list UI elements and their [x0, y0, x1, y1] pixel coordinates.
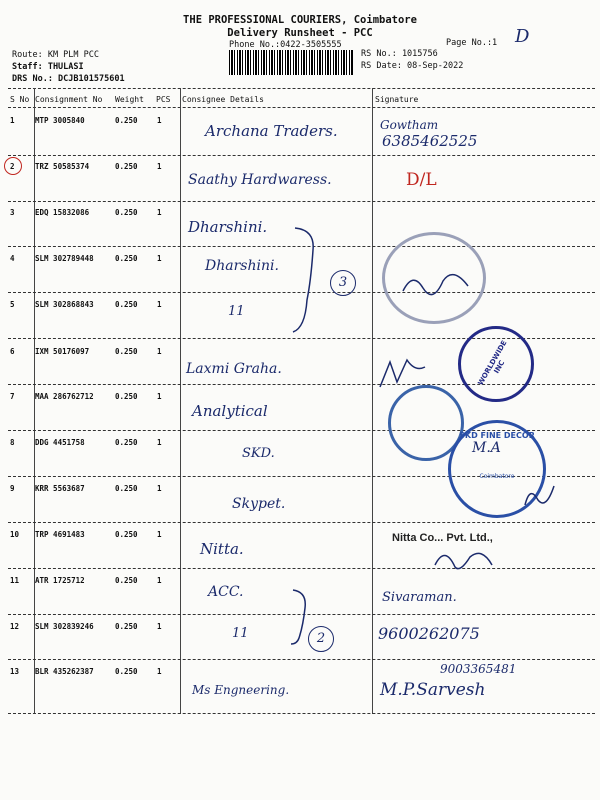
route: Route: KM PLM PCC	[12, 50, 99, 60]
pcs: 1	[157, 116, 162, 125]
divider	[8, 659, 595, 660]
consignment-no: ATR 1725712	[35, 576, 85, 585]
column-line	[372, 88, 373, 714]
divider	[8, 568, 595, 569]
page-number: Page No.:1	[446, 38, 498, 48]
pcs: 1	[157, 438, 162, 447]
divider	[8, 88, 595, 89]
sno: 6	[10, 347, 15, 356]
weight: 0.250	[115, 667, 138, 676]
weight: 0.250	[115, 116, 138, 125]
handwritten-consignee: Analytical	[192, 402, 268, 420]
column-weight: Weight	[115, 95, 144, 104]
stamp-text: SKD FINE DECOR	[459, 431, 535, 440]
consignment-no: SLM 302789448	[35, 254, 94, 263]
signature-scribble: M.A	[472, 440, 501, 456]
sno: 13	[10, 667, 20, 676]
divider	[8, 713, 595, 714]
column-sno: S No	[10, 95, 30, 104]
staff: Staff: THULASI	[12, 62, 84, 72]
divider	[8, 201, 595, 202]
signature-name: Gowtham	[380, 118, 439, 132]
weight: 0.250	[115, 576, 138, 585]
pcs: 1	[157, 162, 162, 171]
column-pcs: PCS	[156, 95, 171, 104]
handwritten-consignee: ACC.	[208, 584, 244, 600]
weight: 0.250	[115, 162, 138, 171]
consignment-no: KRR 5563687	[35, 484, 85, 493]
rs-number: RS No.: 1015756	[361, 49, 438, 59]
column-consignee: Consignee Details	[182, 95, 264, 104]
column-consignment: Consignment No	[35, 95, 103, 104]
weight: 0.250	[115, 530, 138, 539]
handwritten-consignee: Nitta.	[200, 540, 244, 558]
consignment-no: EDQ 15832086	[35, 208, 90, 217]
consignment-no: BLR 435262387	[35, 667, 94, 676]
pcs: 1	[157, 530, 162, 539]
pcs: 1	[157, 254, 162, 263]
handwritten-consignee: Dharshini.	[188, 218, 268, 236]
divider	[8, 155, 595, 156]
handwritten-consignee: Laxmi Graha.	[186, 361, 282, 377]
consignment-no: TRP 4691483	[35, 530, 85, 539]
consignment-no: MTP 3005840	[35, 116, 85, 125]
page-subtitle: Delivery Runsheet - PCC	[227, 27, 373, 39]
page-title: THE PROFESSIONAL COURIERS, Coimbatore	[183, 14, 417, 26]
handwritten-consignee: Ms Engneering.	[192, 683, 290, 697]
sno: 8	[10, 438, 15, 447]
weight: 0.250	[115, 208, 138, 217]
nitta-stamp: Nitta Co... Pvt. Ltd.,	[392, 532, 493, 544]
sno: 11	[10, 576, 20, 585]
signature-name: Sivaraman.	[382, 590, 457, 605]
stamp-text: WORLDWIDE INC	[476, 339, 509, 387]
signature-scribble	[398, 266, 478, 306]
pcs: 1	[157, 208, 162, 217]
pcs: 1	[157, 576, 162, 585]
handwritten-consignee: SKD.	[242, 446, 275, 461]
weight: 0.250	[115, 438, 138, 447]
sno: 1	[10, 116, 15, 125]
column-line	[180, 88, 181, 714]
signature-phone: 9003365481	[440, 662, 517, 676]
signature-scribble	[520, 480, 560, 510]
delivered-mark: D/L	[406, 170, 437, 190]
corner-mark: D	[515, 26, 530, 47]
signature-name: M.P.Sarvesh	[380, 680, 486, 700]
worldwide-stamp	[458, 326, 534, 402]
pcs: 1	[157, 347, 162, 356]
consignment-no: MAA 286762712	[35, 392, 94, 401]
consignment-no: SLM 302868843	[35, 300, 94, 309]
pcs: 1	[157, 484, 162, 493]
weight: 0.250	[115, 622, 138, 631]
handwritten-ditto: 11	[232, 626, 249, 641]
drs-number: DRS No.: DCJB101575601	[12, 74, 125, 84]
column-signature: Signature	[375, 95, 419, 104]
consignment-no: SLM 302839246	[35, 622, 94, 631]
group-count-1: 3	[330, 270, 356, 296]
stamp-text: Coimbatore	[479, 473, 515, 480]
row-mark-circle	[4, 157, 22, 175]
handwritten-consignee: Dharshini.	[205, 258, 279, 274]
consignment-no: DDG 4451758	[35, 438, 85, 447]
weight: 0.250	[115, 254, 138, 263]
weight: 0.250	[115, 392, 138, 401]
handwritten-consignee: Skypet.	[232, 496, 286, 512]
sno: 4	[10, 254, 15, 263]
signature-scribble	[430, 545, 500, 575]
column-line	[34, 88, 35, 714]
rs-date: RS Date: 08-Sep-2022	[361, 61, 464, 71]
sno: 7	[10, 392, 15, 401]
phone-number: Phone No.:0422-3505555	[229, 40, 342, 50]
signature-phone: 6385462525	[382, 132, 478, 150]
group-count-2: 2	[308, 626, 334, 652]
pcs: 1	[157, 667, 162, 676]
handwritten-consignee: Archana Traders.	[205, 122, 338, 140]
weight: 0.250	[115, 484, 138, 493]
pcs: 1	[157, 300, 162, 309]
divider	[8, 107, 595, 108]
consignment-no: TRZ 50585374	[35, 162, 90, 171]
sno: 5	[10, 300, 15, 309]
sno: 10	[10, 530, 20, 539]
pcs: 1	[157, 622, 162, 631]
weight: 0.250	[115, 347, 138, 356]
divider	[8, 522, 595, 523]
weight: 0.250	[115, 300, 138, 309]
sno: 2	[10, 162, 15, 171]
handwritten-consignee: Saathy Hardwaress.	[188, 172, 332, 188]
sno: 3	[10, 208, 15, 217]
barcode	[229, 50, 353, 75]
pcs: 1	[157, 392, 162, 401]
signature-phone: 9600262075	[378, 624, 480, 643]
sno: 9	[10, 484, 15, 493]
consignment-no: IXM 50176097	[35, 347, 90, 356]
sno: 12	[10, 622, 20, 631]
handwritten-ditto: 11	[228, 304, 245, 319]
